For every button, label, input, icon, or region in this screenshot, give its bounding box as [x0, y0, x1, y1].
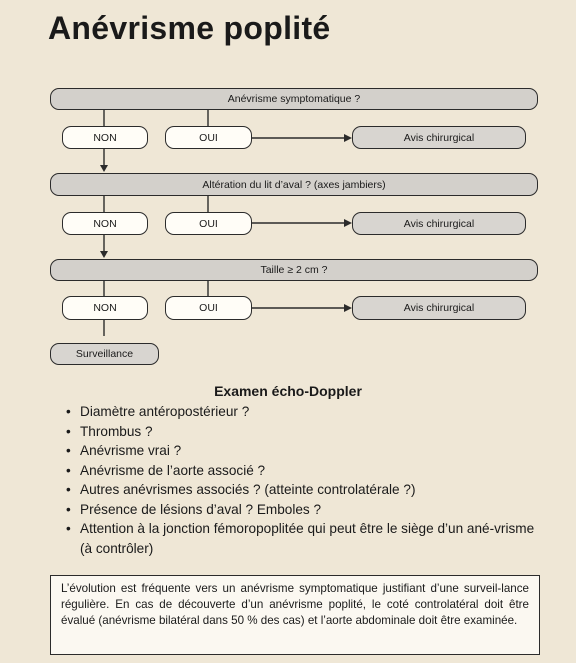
page-title: Anévrisme poplité [48, 10, 331, 46]
list-item: • Anévrisme de l’aorte associé ? [66, 461, 546, 481]
arrow-head-icon [100, 165, 108, 172]
exam-title: Examen écho-Doppler [214, 383, 362, 399]
list-item: • Présence de lésions d’aval ? Emboles ? [66, 500, 546, 520]
list-item: • Diamètre antéropostérieur ? [66, 402, 546, 422]
arrow-head-icon [100, 251, 108, 258]
action-box-3: Avis chirurgical [352, 296, 526, 320]
surveillance-box: Surveillance [50, 343, 159, 365]
oui-box-3: OUI [165, 296, 252, 320]
note-box: L’évolution est fréquente vers un anévrisme symptomatique justifiant d’une surveil-lance régulière. En cas de découverte d’un anévrisme poplité, le coté controlatéral doit être évalué (anévrisme bilatéral dans 50 % des cas) et l’aorte abdominale doit être examinée. [50, 575, 540, 655]
question-box-2: Altération du lit d’aval ? (axes jambiers) [50, 173, 538, 196]
action-box-2: Avis chirurgical [352, 212, 526, 235]
oui-box-2: OUI [165, 212, 252, 235]
list-item: • Autres anévrismes associés ? (atteinte controlatérale ?) [66, 480, 546, 500]
question-box-1: Anévrisme symptomatique ? [50, 88, 538, 110]
arrow-head-icon [344, 219, 352, 227]
non-box-2: NON [62, 212, 148, 235]
non-box-3: NON [62, 296, 148, 320]
action-box-1: Avis chirurgical [352, 126, 526, 149]
exam-list [66, 402, 546, 558]
arrow-head-icon [344, 304, 352, 312]
oui-box-1: OUI [165, 126, 252, 149]
arrow-head-icon [344, 134, 352, 142]
non-box-1: NON [62, 126, 148, 149]
question-box-3: Taille ≥ 2 cm ? [50, 259, 538, 281]
list-item: • Anévrisme vrai ? [66, 441, 546, 461]
list-item: • Attention à la jonction fémoropoplitée qui peut être le siège d’un ané-vrisme (à contrôler) [66, 519, 546, 558]
list-item: • Thrombus ? [66, 422, 546, 442]
